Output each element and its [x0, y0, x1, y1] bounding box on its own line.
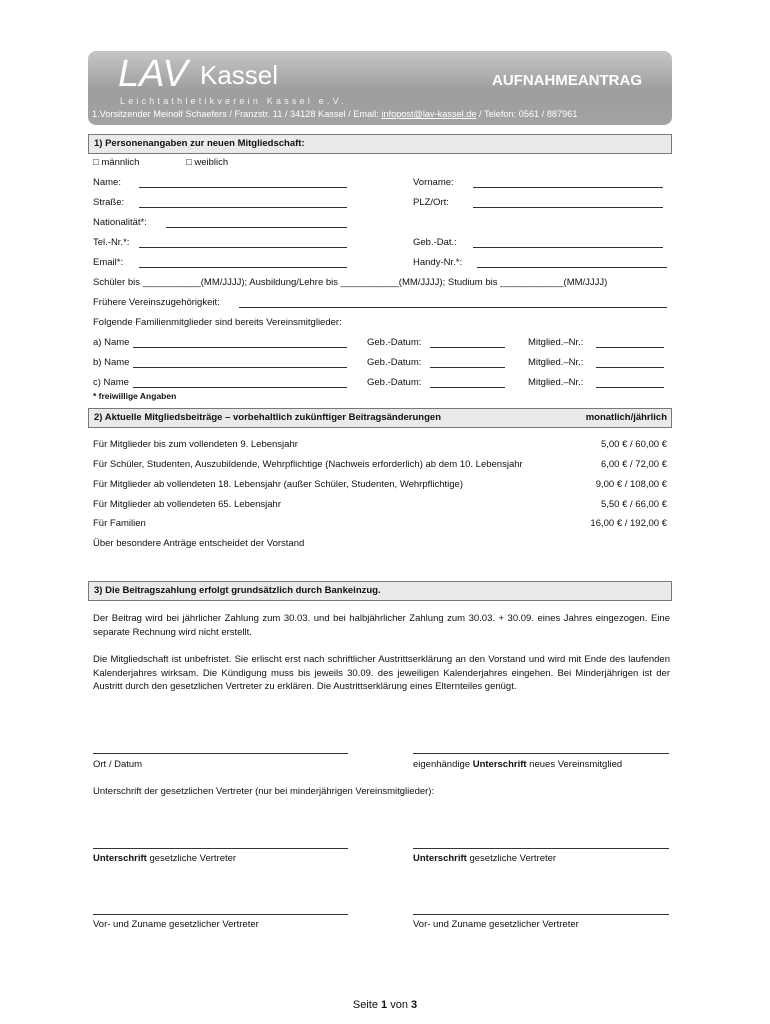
fam-a-label: a) Name [93, 337, 130, 348]
guardian1-suffix: gesetzliche Vertreter [146, 853, 237, 864]
fee-row-value: 9,00 € / 108,00 € [595, 479, 667, 490]
vorname-field[interactable] [473, 187, 663, 188]
plz-ort-label: PLZ/Ort: [413, 197, 449, 208]
address-suffix: / Telefon: 0561 / 887961 [476, 109, 578, 119]
fee-row-value: 16,00 € / 192,00 € [590, 518, 667, 529]
fam-c-geb-field[interactable] [430, 387, 505, 388]
fam-a-nr-field[interactable] [596, 347, 664, 348]
guardian-intro: Unterschrift der gesetzlichen Vertreter (nur bei minderjährigen Vereinsmitglieder): [93, 786, 435, 797]
fam-b-nr-field[interactable] [596, 367, 664, 368]
fam-a-name-field[interactable] [133, 347, 347, 348]
guardian1-signature-line[interactable] [93, 848, 348, 849]
section3-title: 3) Die Beitragszahlung erfolgt grundsätzlich durch Bankeinzug. [94, 585, 381, 596]
ort-datum-line[interactable] [93, 753, 348, 754]
header-banner [88, 51, 672, 125]
fruehere-field[interactable] [239, 307, 667, 308]
guardian1-signature-label [93, 853, 236, 865]
vorname-label: Vorname: [413, 177, 454, 188]
member-signature-label [413, 759, 622, 771]
strasse-label: Straße: [93, 197, 125, 208]
sig-suffix: neues Vereinsmitglied [526, 759, 623, 770]
freiwillig-note: * freiwillige Angaben [93, 391, 177, 401]
page-current: 1 [381, 999, 388, 1011]
fam-c-label: c) Name [93, 377, 129, 388]
payment-paragraph: Der Beitrag wird bei jährlicher Zahlung zum 30.03. und bei halbjährlicher Zahlung zum 30.03. + 30.09. eines Jahres eingezogen. Eine separate Rechnung wird nicht erstellt. [93, 613, 670, 638]
section1-title: 1) Personenangaben zur neuen Mitgliedschaft: [94, 138, 305, 149]
page-mid: von [387, 999, 411, 1011]
handy-field[interactable] [477, 267, 667, 268]
plz-ort-field[interactable] [473, 207, 663, 208]
fam-b-label: b) Name [93, 357, 130, 368]
fam-a-geb-field[interactable] [430, 347, 505, 348]
familie-intro: Folgende Familienmitglieder sind bereits Vereinsmitglieder: [93, 317, 342, 328]
fee-row-label: Für Schüler, Studenten, Auszubildende, Wehrpflichtige (Nachweis erforderlich) ab dem 10. Lebensjahr [93, 459, 523, 470]
fam-a-geb-label: Geb.-Datum: [367, 337, 422, 348]
section1-header [88, 134, 672, 154]
fee-row-label: Für Mitglieder ab vollendeten 65. Lebensjahr [93, 499, 282, 510]
fam-c-name-field[interactable] [133, 387, 347, 388]
guardian2-name-line[interactable] [413, 914, 669, 915]
page-number [0, 999, 770, 1011]
fam-c-nr-label: Mitglied.–Nr.: [528, 377, 584, 388]
tel-field[interactable] [139, 247, 347, 248]
sig-bold: Unterschrift [472, 759, 527, 770]
fam-a-nr-label: Mitglied.–Nr.: [528, 337, 584, 348]
fam-b-geb-label: Geb.-Datum: [367, 357, 422, 368]
page-total: 3 [411, 999, 418, 1011]
page-prefix: Seite [352, 999, 382, 1011]
section2-title: 2) Aktuelle Mitgliedsbeiträge – vorbehaltlich zukünftiger Beitragsänderungen [94, 412, 441, 423]
name-label: Name: [93, 177, 121, 188]
fee-row-label: Für Familien [93, 518, 146, 529]
guardian2-bold: Unterschrift [413, 853, 467, 864]
guardian1-bold: Unterschrift [93, 853, 147, 864]
fam-c-geb-label: Geb.-Datum: [367, 377, 422, 388]
fam-c-nr-field[interactable] [596, 387, 664, 388]
gender-male-checkbox[interactable]: □ männlich [93, 157, 140, 168]
fee-row-label: Für Mitglieder ab vollendeten 18. Lebensjahr (außer Schüler, Studenten, Wehrpflichtige) [93, 479, 464, 490]
fam-b-geb-field[interactable] [430, 367, 505, 368]
member-signature-line[interactable] [413, 753, 669, 754]
geb-dat-field[interactable] [473, 247, 663, 248]
guardian2-suffix: gesetzliche Vertreter [466, 853, 557, 864]
guardian2-name-label: Vor- und Zuname gesetzlicher Vertreter [413, 919, 579, 930]
schueler-bis-line[interactable]: Schüler bis ___________(MM/JJJJ); Ausbildung/Lehre bis ___________(MM/JJJJ); Studium bis ____________(MM/JJJJ) [93, 277, 608, 288]
section2-period: monatlich/jährlich [585, 412, 667, 423]
fee-row-value: 5,50 € / 66,00 € [600, 499, 667, 510]
address-line [92, 109, 577, 119]
guardian2-signature-label [413, 853, 556, 865]
logo-lav: LAV [118, 53, 188, 95]
fruehere-label: Frühere Vereinszugehörigkeit: [93, 297, 220, 308]
section3-header [88, 581, 672, 601]
strasse-field[interactable] [139, 207, 347, 208]
email-field[interactable] [139, 267, 347, 268]
fee-row-value: 6,00 € / 72,00 € [600, 459, 667, 470]
tel-label: Tel.-Nr.*: [93, 237, 130, 248]
fee-row-label: Für Mitglieder bis zum vollendeten 9. Lebensjahr [93, 439, 298, 450]
nationalitaet-field[interactable] [166, 227, 347, 228]
guardian1-name-line[interactable] [93, 914, 348, 915]
logo-kassel: Kassel [200, 60, 279, 90]
logo-subtitle: Leichtathletikverein Kassel e.V. [120, 96, 347, 106]
sig-prefix: eigenhändige [413, 759, 473, 770]
form-title: AUFNAHMEANTRAG [492, 72, 642, 89]
nationalitaet-label: Nationalität*: [93, 217, 147, 228]
fam-b-nr-label: Mitglied.–Nr.: [528, 357, 584, 368]
email-link[interactable]: infopost@lav-kassel.de [381, 109, 477, 119]
name-field[interactable] [139, 187, 347, 188]
geb-dat-label: Geb.-Dat.: [413, 237, 457, 248]
ort-datum-label: Ort / Datum [93, 759, 143, 770]
guardian2-signature-line[interactable] [413, 848, 669, 849]
membership-paragraph: Die Mitgliedschaft ist unbefristet. Sie erlischt erst nach schriftlicher Austrittserklärung an den Vorstand und wird mit Ende des laufenden Kalenderjahres wirksam. Die Kündigung muss bis jeweils 30.09. des jeweiligen Kalenderjahres eingehen. Bei Minderjährigen ist der Austritt durch den gesetzlichen Vertreter zu erklären. Die Austrittserklärung eines Elternteiles genügt. [93, 654, 670, 693]
section2-header [88, 408, 672, 428]
fee-row-value: 5,00 € / 60,00 € [600, 439, 667, 450]
address-prefix: 1.Vorsitzender Meinolf Schaefers / Franzstr. 11 / 34128 Kassel / Email: [92, 109, 382, 119]
email-label: Email*: [93, 257, 124, 268]
handy-label: Handy-Nr.*: [413, 257, 463, 268]
board-note: Über besondere Anträge entscheidet der Vorstand [93, 538, 305, 549]
guardian1-name-label: Vor- und Zuname gesetzlicher Vertreter [93, 919, 259, 930]
gender-female-checkbox[interactable]: □ weiblich [186, 157, 229, 168]
fam-b-name-field[interactable] [133, 367, 347, 368]
